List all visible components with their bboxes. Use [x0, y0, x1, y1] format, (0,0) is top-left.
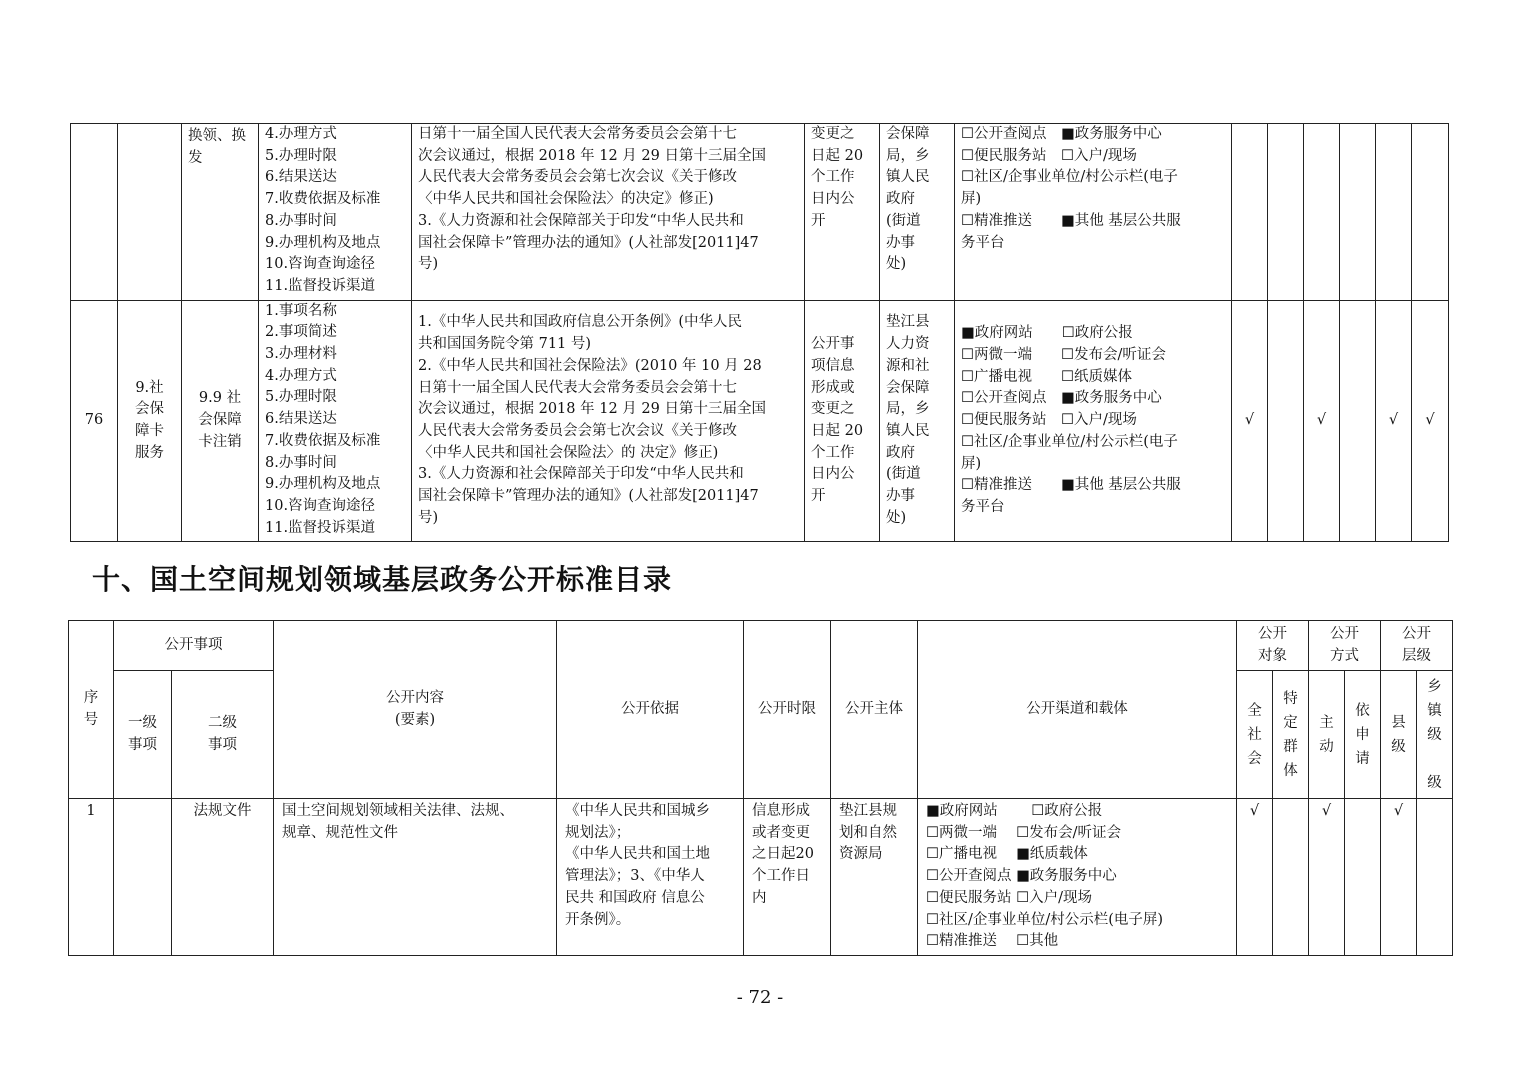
text-line: 开条例》。: [565, 911, 631, 928]
mark-all-society: √: [1237, 799, 1273, 956]
level1-cell: [118, 124, 182, 301]
text-line: 1.事项名称: [265, 302, 337, 319]
text-line: 6.结果送达: [265, 411, 337, 428]
text-line: 公开: [1330, 625, 1359, 642]
text-line: 管理法》；3、《中华人: [565, 868, 705, 885]
text-line: 源和社: [886, 357, 930, 374]
header-active: [1309, 671, 1345, 799]
channels-cell: [918, 799, 1237, 956]
text-line: 开: [811, 488, 826, 505]
header-time: 公开时限: [744, 621, 831, 799]
mark-cell: [1304, 124, 1340, 301]
time-cell: [805, 300, 880, 542]
text-line: 8.办事时间: [265, 212, 337, 229]
text-line: 对象: [1258, 647, 1287, 664]
text-line: 开: [811, 212, 826, 229]
text-line: 次会议通过，根据 2018 年 12 月 29 日第十三届全国: [418, 401, 766, 418]
text-line: ☐便民服务站 ☐入户/现场: [926, 889, 1092, 906]
text-line: 屏): [961, 191, 982, 208]
text-line: 项信息: [811, 357, 855, 374]
text-line: 个工作: [811, 169, 855, 186]
text-line: 《中华人民共和国土地: [565, 846, 710, 863]
catalog-table: [68, 620, 1453, 956]
text-line: 会保: [135, 401, 164, 418]
text-line: 9.9 社: [198, 390, 242, 407]
text-line: 10.咨询查询途径: [265, 256, 376, 273]
mark-all-society: √: [1232, 300, 1268, 542]
text-line: 办事: [886, 488, 915, 505]
mark-township: √: [1412, 300, 1449, 542]
text-line: 2.事项简述: [265, 324, 337, 341]
text-line: 垫江县规: [839, 803, 897, 819]
text-line: ☐公开查阅点 ■政务服务中心: [961, 390, 1162, 407]
basis-cell: [412, 124, 805, 301]
text-line: 方式: [1330, 647, 1359, 664]
text-line: 11.监督投诉渠道: [265, 519, 376, 536]
text-line: 日内公: [811, 191, 855, 208]
text-line: 号: [83, 711, 99, 728]
text-line: 人民代表大会常务委员会会第七次会议《关于修改: [418, 422, 737, 439]
header-items: 公开事项: [114, 621, 274, 671]
subject-cell: [880, 300, 955, 542]
text-line: 体: [1283, 762, 1298, 779]
text-line: (街道: [886, 466, 921, 483]
text-line: ■政府网站 ☐政府公报: [961, 325, 1133, 342]
header-specific-group: [1273, 671, 1309, 799]
level1-cell: [114, 799, 172, 956]
header-all-society: [1237, 671, 1273, 799]
header-level1: [114, 671, 172, 799]
text-line: 县: [1391, 714, 1406, 731]
text-line: 政府: [886, 191, 915, 208]
subject-cell: [831, 799, 918, 956]
text-line: 1.《中华人民共和国政府信息公开条例》(中华人民: [418, 314, 742, 331]
text-line: 群: [1283, 738, 1298, 755]
text-line: 一级: [128, 714, 157, 731]
header-method: [1309, 621, 1381, 671]
text-line: ☐精准推送 ■其他 基层公共服: [961, 212, 1181, 229]
text-line: 务平台: [961, 498, 1005, 515]
text-line: 卡注销: [198, 433, 242, 450]
text-line: 公开事: [811, 336, 855, 353]
text-line: ☐广播电视 ■纸质载体: [926, 846, 1088, 863]
text-line: 或者变更: [752, 824, 810, 841]
header-level2: [172, 671, 274, 799]
text-line: ☐便民服务站 ☐入户/现场: [961, 147, 1137, 164]
text-line: 会保障: [886, 379, 930, 396]
text-line: 乡: [1427, 678, 1442, 695]
level2-cell: [182, 124, 259, 301]
text-line: 垫江县: [886, 314, 930, 331]
text-line: 4.办理方式: [265, 126, 337, 142]
mark-cell: [1268, 124, 1304, 301]
text-line: 国社会保障卡”管理办法的通知》(人社部发[2011]47: [418, 488, 759, 505]
header-level: [1381, 621, 1453, 671]
level2-cell: [182, 300, 259, 542]
header-row: [69, 621, 1453, 671]
header-basis: 公开依据: [557, 621, 744, 799]
text-line: 会: [1247, 750, 1262, 767]
text-line: 换领、换: [188, 128, 246, 144]
mark-cell: [1340, 124, 1376, 301]
table-row: [71, 300, 1449, 542]
text-line: 3.《人力资源和社会保障部关于印发“中华人民共和: [418, 466, 744, 483]
text-line: 个工作日: [752, 868, 810, 885]
text-line: 人民代表大会常务委员会会第七次会议《关于修改: [418, 169, 737, 186]
text-line: 服务: [135, 444, 164, 461]
text-line: 3.办理材料: [265, 346, 337, 363]
text-line: 日起 20: [811, 147, 864, 164]
text-line: 2.《中华人民共和国社会保险法》(2010 年 10 月 28: [418, 357, 762, 374]
header-seq: [69, 621, 114, 799]
seq-cell: [71, 124, 118, 301]
text-line: 处): [886, 256, 907, 273]
text-line: ☐精准推送 ■其他 基层公共服: [961, 477, 1181, 494]
text-line: 主: [1319, 714, 1334, 731]
text-line: 7.收费依据及标准: [265, 432, 381, 449]
table-continuation: [70, 123, 1449, 542]
text-line: ☐社区/企事业单位/村公示栏(电子: [961, 169, 1178, 186]
text-line: 11.监督投诉渠道: [265, 277, 376, 294]
text-line: 处): [886, 509, 907, 526]
text-line: 划和自然: [839, 824, 897, 841]
basis-cell: [412, 300, 805, 542]
text-line: ☐社区/企事业单位/村公示栏(电子: [961, 433, 1178, 450]
text-line: 国社会保障卡”管理办法的通知》(人社部发[2011]47: [418, 234, 759, 251]
text-line: ■政府网站 ☐政府公报: [926, 803, 1103, 819]
text-line: ☐精准推送 ☐其他: [926, 933, 1059, 950]
text-line: 内: [752, 889, 767, 906]
text-line: ☐两微一端 ☐发布会/听证会: [961, 347, 1166, 364]
header-county: [1381, 671, 1417, 799]
text-line: 请: [1355, 750, 1370, 767]
text-line: 日起 20: [811, 422, 864, 439]
text-line: 局，乡: [886, 401, 930, 418]
text-line: 9.办理机构及地点: [265, 234, 381, 251]
table-row: [69, 799, 1453, 956]
text-line: 局，乡: [886, 147, 930, 164]
mark-cell: [1376, 124, 1412, 301]
level1-cell: [118, 300, 182, 542]
text-line: 共和国国务院令第 711 号): [418, 336, 592, 353]
text-line: 规划法》；: [565, 824, 631, 841]
mark-active: √: [1309, 799, 1345, 956]
text-line: 变更之: [811, 126, 855, 142]
time-cell: [805, 124, 880, 301]
text-line: ☐两微一端 ☐发布会/听证会: [926, 824, 1121, 841]
text-line: 日第十一届全国人民代表大会常务委员会会第十七: [418, 126, 737, 142]
text-line: 8.办事时间: [265, 454, 337, 471]
mark-township: [1417, 799, 1453, 956]
text-line: ☐公开查阅点 ■政务服务中心: [961, 126, 1162, 142]
text-line: 号): [418, 509, 439, 526]
text-line: 个工作: [811, 444, 855, 461]
text-line: [1417, 747, 1452, 771]
text-line: 全: [1247, 702, 1262, 719]
header-township: [1417, 671, 1453, 799]
text-line: 国土空间规划领域相关法律、法规、: [282, 803, 514, 819]
mark-on-request: [1340, 300, 1376, 542]
text-line: ☐社区/企事业单位/村公示栏(电子屏): [926, 911, 1164, 928]
text-line: ☐便民服务站 ☐入户/现场: [961, 412, 1137, 429]
text-line: (要素): [394, 711, 436, 728]
text-line: 特: [1283, 690, 1298, 707]
header-subject: 公开主体: [831, 621, 918, 799]
text-line: 障卡: [135, 422, 164, 439]
text-line: 日内公: [811, 466, 855, 483]
mark-on-request: [1345, 799, 1381, 956]
text-line: 日第十一届全国人民代表大会常务委员会会第十七: [418, 379, 737, 396]
text-line: 民共 和国政府 信息公: [565, 889, 705, 906]
text-line: 〈中华人民共和国社会保险法〉的决定》修正): [418, 191, 714, 208]
text-line: 之日起20: [752, 846, 814, 863]
text-line: 社: [1247, 726, 1262, 743]
section-title: 十、国土空间规划领域基层政务公开标准目录: [92, 563, 673, 596]
text-line: 政府: [886, 444, 915, 461]
text-line: ☐公开查阅点 ■政务服务中心: [926, 868, 1117, 885]
text-line: 9.办理机构及地点: [265, 476, 381, 493]
text-line: 级: [1391, 738, 1406, 755]
text-line: 4.办理方式: [265, 367, 337, 384]
text-line: 动: [1319, 738, 1334, 755]
text-line: 号): [418, 256, 439, 273]
seq-cell: 76: [71, 300, 118, 542]
text-line: 信息形成: [752, 803, 810, 819]
mark-county: √: [1376, 300, 1412, 542]
text-line: 《中华人民共和国城乡: [565, 803, 710, 819]
channels-cell: [955, 124, 1232, 301]
text-line: 10.咨询查询途径: [265, 497, 376, 514]
text-line: 公开内容: [386, 689, 444, 706]
text-line: 镇: [1427, 702, 1442, 719]
text-line: 〈中华人民共和国社会保险法〉的 决定》修正): [418, 444, 719, 461]
header-object: [1237, 621, 1309, 671]
text-line: 公开: [1402, 625, 1431, 642]
text-line: 公开: [1258, 625, 1287, 642]
text-line: 3.《人力资源和社会保障部关于印发“中华人民共和: [418, 212, 744, 229]
text-line: 镇人民: [886, 422, 930, 439]
basis-cell: [557, 799, 744, 956]
level2-cell: 法规文件: [172, 799, 274, 956]
time-cell: [744, 799, 831, 956]
mark-cell: [1232, 124, 1268, 301]
text-line: 形成或: [811, 379, 855, 396]
text-line: 级: [1427, 774, 1442, 791]
text-line: 会保障: [886, 126, 930, 142]
page-number: - 72 -: [736, 987, 784, 1008]
text-line: 资源局: [839, 846, 883, 863]
mark-county: √: [1381, 799, 1417, 956]
text-line: 5.办理时限: [265, 389, 337, 406]
text-line: 二级: [208, 714, 237, 731]
text-line: 务平台: [961, 234, 1005, 251]
content-cell: [259, 124, 412, 301]
text-line: 人力资: [886, 336, 930, 353]
text-line: 依: [1355, 702, 1370, 719]
content-cell: [259, 300, 412, 542]
seq-cell: 1: [69, 799, 114, 956]
text-line: 次会议通过，根据 2018 年 12 月 29 日第十三届全国: [418, 147, 766, 164]
mark-specific-group: [1268, 300, 1304, 542]
mark-cell: [1412, 124, 1449, 301]
header-content: [274, 621, 557, 799]
channels-cell: [955, 300, 1232, 542]
table-row: [71, 124, 1449, 301]
text-line: 7.收费依据及标准: [265, 191, 381, 208]
text-line: 6.结果送达: [265, 169, 337, 186]
text-line: 级: [1427, 726, 1442, 743]
header-channels: 公开渠道和载体: [918, 621, 1237, 799]
text-line: 事项: [208, 736, 237, 753]
text-line: 9.社: [135, 379, 164, 396]
text-line: 变更之: [811, 401, 855, 418]
text-line: 办事: [886, 234, 915, 251]
text-line: 5.办理时限: [265, 147, 337, 164]
mark-specific-group: [1273, 799, 1309, 956]
subject-cell: [880, 124, 955, 301]
text-line: ☐广播电视 ☐纸质媒体: [961, 368, 1132, 385]
text-line: 会保障: [198, 412, 242, 429]
text-line: 层级: [1402, 647, 1431, 664]
text-line: 发: [188, 149, 203, 166]
text-line: 序: [83, 689, 99, 706]
text-line: 规章、规范性文件: [282, 824, 398, 841]
mark-active: √: [1304, 300, 1340, 542]
text-line: 屏): [961, 455, 982, 472]
text-line: 镇人民: [886, 169, 930, 186]
text-line: 申: [1355, 726, 1370, 743]
header-on-request: [1345, 671, 1381, 799]
content-cell: [274, 799, 557, 956]
text-line: 定: [1283, 714, 1298, 731]
text-line: (街道: [886, 212, 921, 229]
text-line: 事项: [128, 736, 157, 753]
